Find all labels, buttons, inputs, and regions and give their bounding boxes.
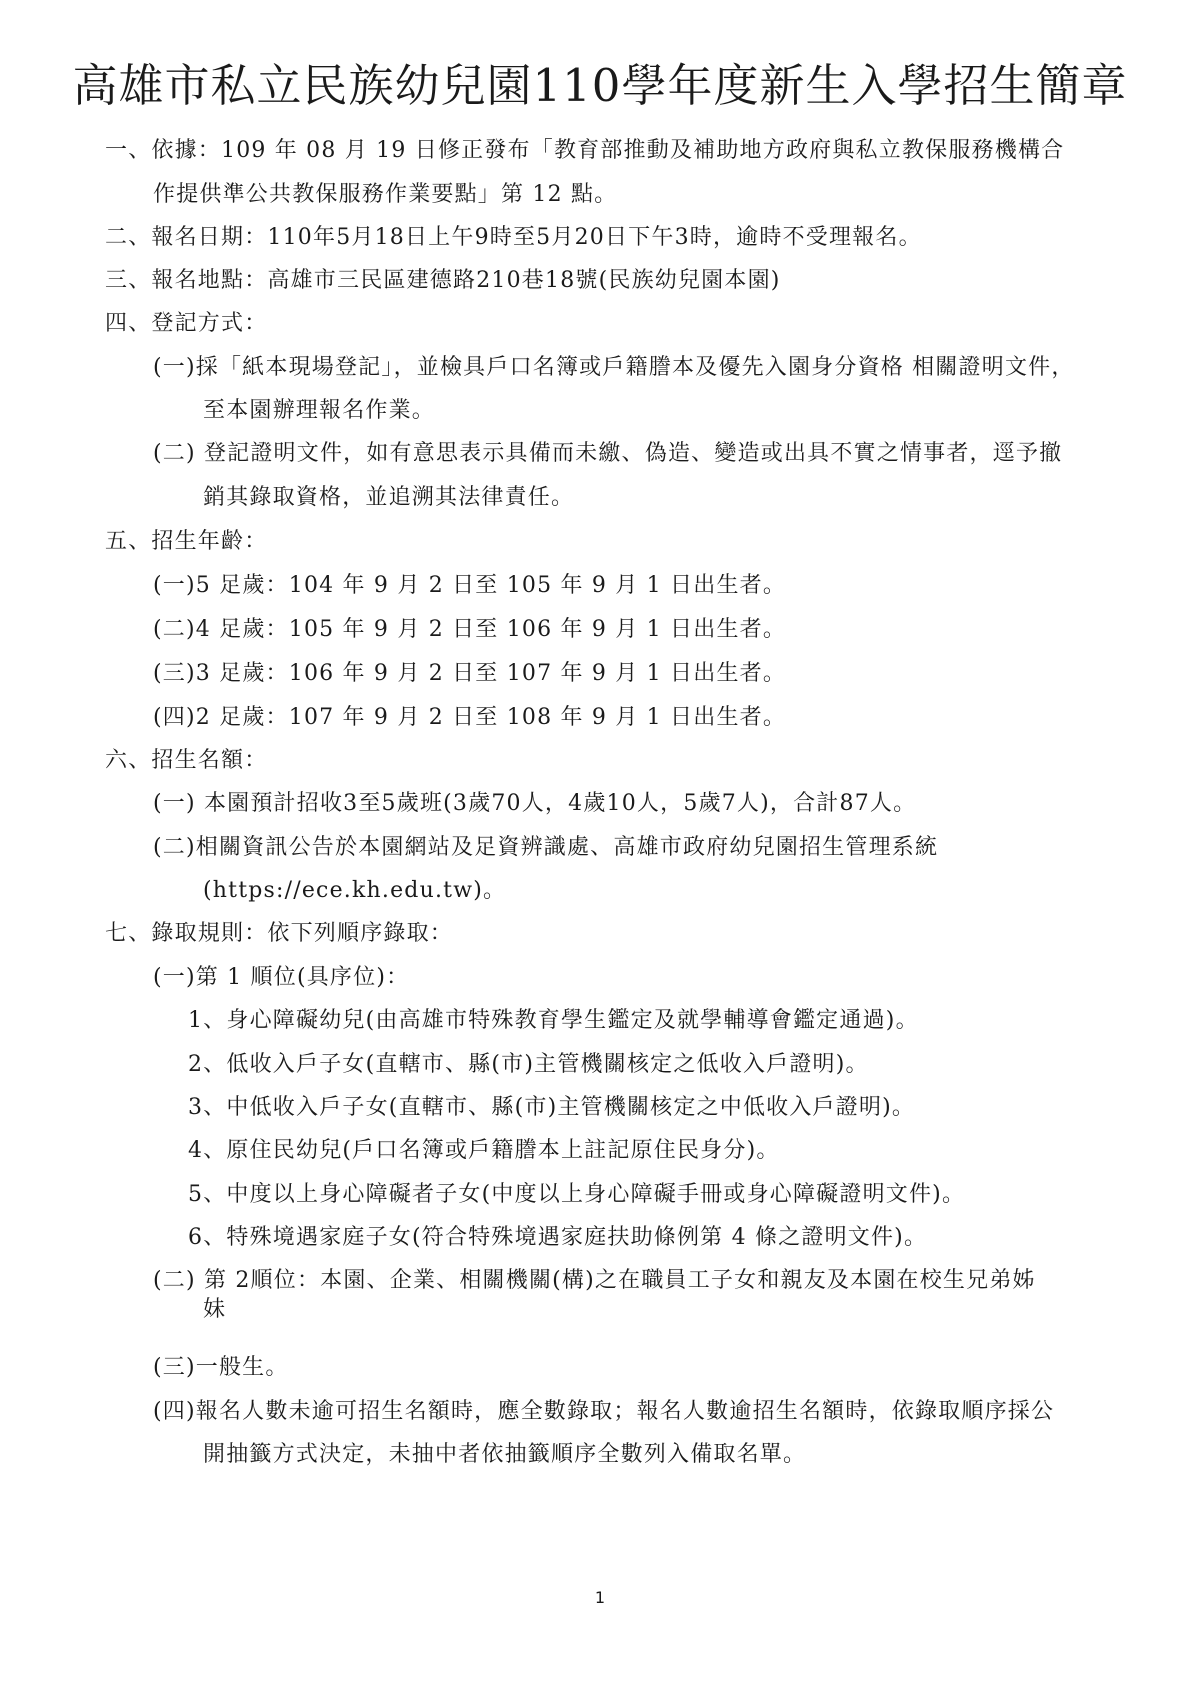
text-line: 6、特殊境遇家庭子女(符合特殊境遇家庭扶助條例第 4 條之證明文件)。	[188, 1225, 928, 1250]
page-title: 高雄市私立民族幼兒園110學年度新生入學招生簡章	[72, 59, 1128, 112]
text-line: 4、原住民幼兒(戶口名簿或戶籍謄本上註記原住民身分)。	[188, 1138, 780, 1163]
text-line: (https://ece.kh.edu.tw)。	[203, 878, 507, 903]
text-line: 3、中低收入戶子女(直轄市、縣(市)主管機關核定之中低收入戶證明)。	[188, 1095, 916, 1120]
text-line: 2、低收入戶子女(直轄市、縣(市)主管機關核定之低收入戶證明)。	[188, 1052, 869, 1077]
text-line: (三)一般生。	[153, 1355, 289, 1380]
text-line: 四、登記方式：	[105, 311, 268, 336]
text-line: 作提供準公共教保服務作業要點」第 12 點。	[153, 182, 618, 207]
page-number: 1	[594, 1588, 606, 1607]
text-line: (四)報名人數未逾可招生名額時，應全數錄取；報名人數逾招生名額時，依錄取順序採公	[153, 1399, 1055, 1424]
text-line: 妹	[203, 1297, 227, 1322]
text-line: 開抽籤方式決定，未抽中者依抽籤順序全數列入備取名單。	[203, 1442, 807, 1467]
text-line: (二)4 足歲：105 年 9 月 2 日至 106 年 9 月 1 日出生者。	[153, 617, 787, 642]
text-line: (一)5 足歲：104 年 9 月 2 日至 105 年 9 月 1 日出生者。	[153, 573, 787, 598]
text-line: (四)2 足歲：107 年 9 月 2 日至 108 年 9 月 1 日出生者。	[153, 705, 787, 730]
text-line: (一)採「紙本現場登記」，並檢具戶口名簿或戶籍謄本及優先入園身分資格 相關證明文件，	[153, 355, 1075, 380]
text-line: (一)第 1 順位(具序位)：	[153, 965, 410, 990]
text-line: 5、中度以上身心障礙者子女(中度以上身心障礙手冊或身心障礙證明文件)。	[188, 1182, 966, 1207]
text-line: 五、招生年齡：	[105, 529, 268, 554]
text-line: 七、錄取規則：依下列順序錄取：	[105, 921, 454, 946]
text-line: 一、依據：109 年 08 月 19 日修正發布「教育部推動及補助地方政府與私立教保服務機構合	[105, 138, 1065, 163]
text-line: (二) 第 2順位：本園、企業、相關機關(構)之在職員工子女和親友及本園在校生兄弟姊	[153, 1268, 1036, 1293]
text-line: 銷其錄取資格，並追溯其法律責任。	[203, 485, 575, 510]
text-line: 二、報名日期：110年5月18日上午9時至5月20日下午3時，逾時不受理報名。	[105, 225, 922, 250]
text-line: (三)3 足歲：106 年 9 月 2 日至 107 年 9 月 1 日出生者。	[153, 661, 787, 686]
text-line: (一) 本園預計招收3至5歲班(3歲70人，4歲10人，5歲7人)，合計87人。	[153, 791, 917, 816]
text-line: 六、招生名額：	[105, 748, 268, 773]
text-line: (二) 登記證明文件，如有意思表示具備而未繳、偽造、變造或出具不實之情事者，逕予撤	[153, 441, 1063, 466]
text-line: 至本園辦理報名作業。	[203, 398, 436, 423]
text-line: 三、報名地點：高雄市三民區建德路210巷18號(民族幼兒園本園)	[105, 268, 781, 293]
text-line: (二)相關資訊公告於本園網站及足資辨識處、高雄市政府幼兒園招生管理系統	[153, 835, 939, 860]
text-line: 1、身心障礙幼兒(由高雄市特殊教育學生鑑定及就學輔導會鑑定通過)。	[188, 1008, 919, 1033]
